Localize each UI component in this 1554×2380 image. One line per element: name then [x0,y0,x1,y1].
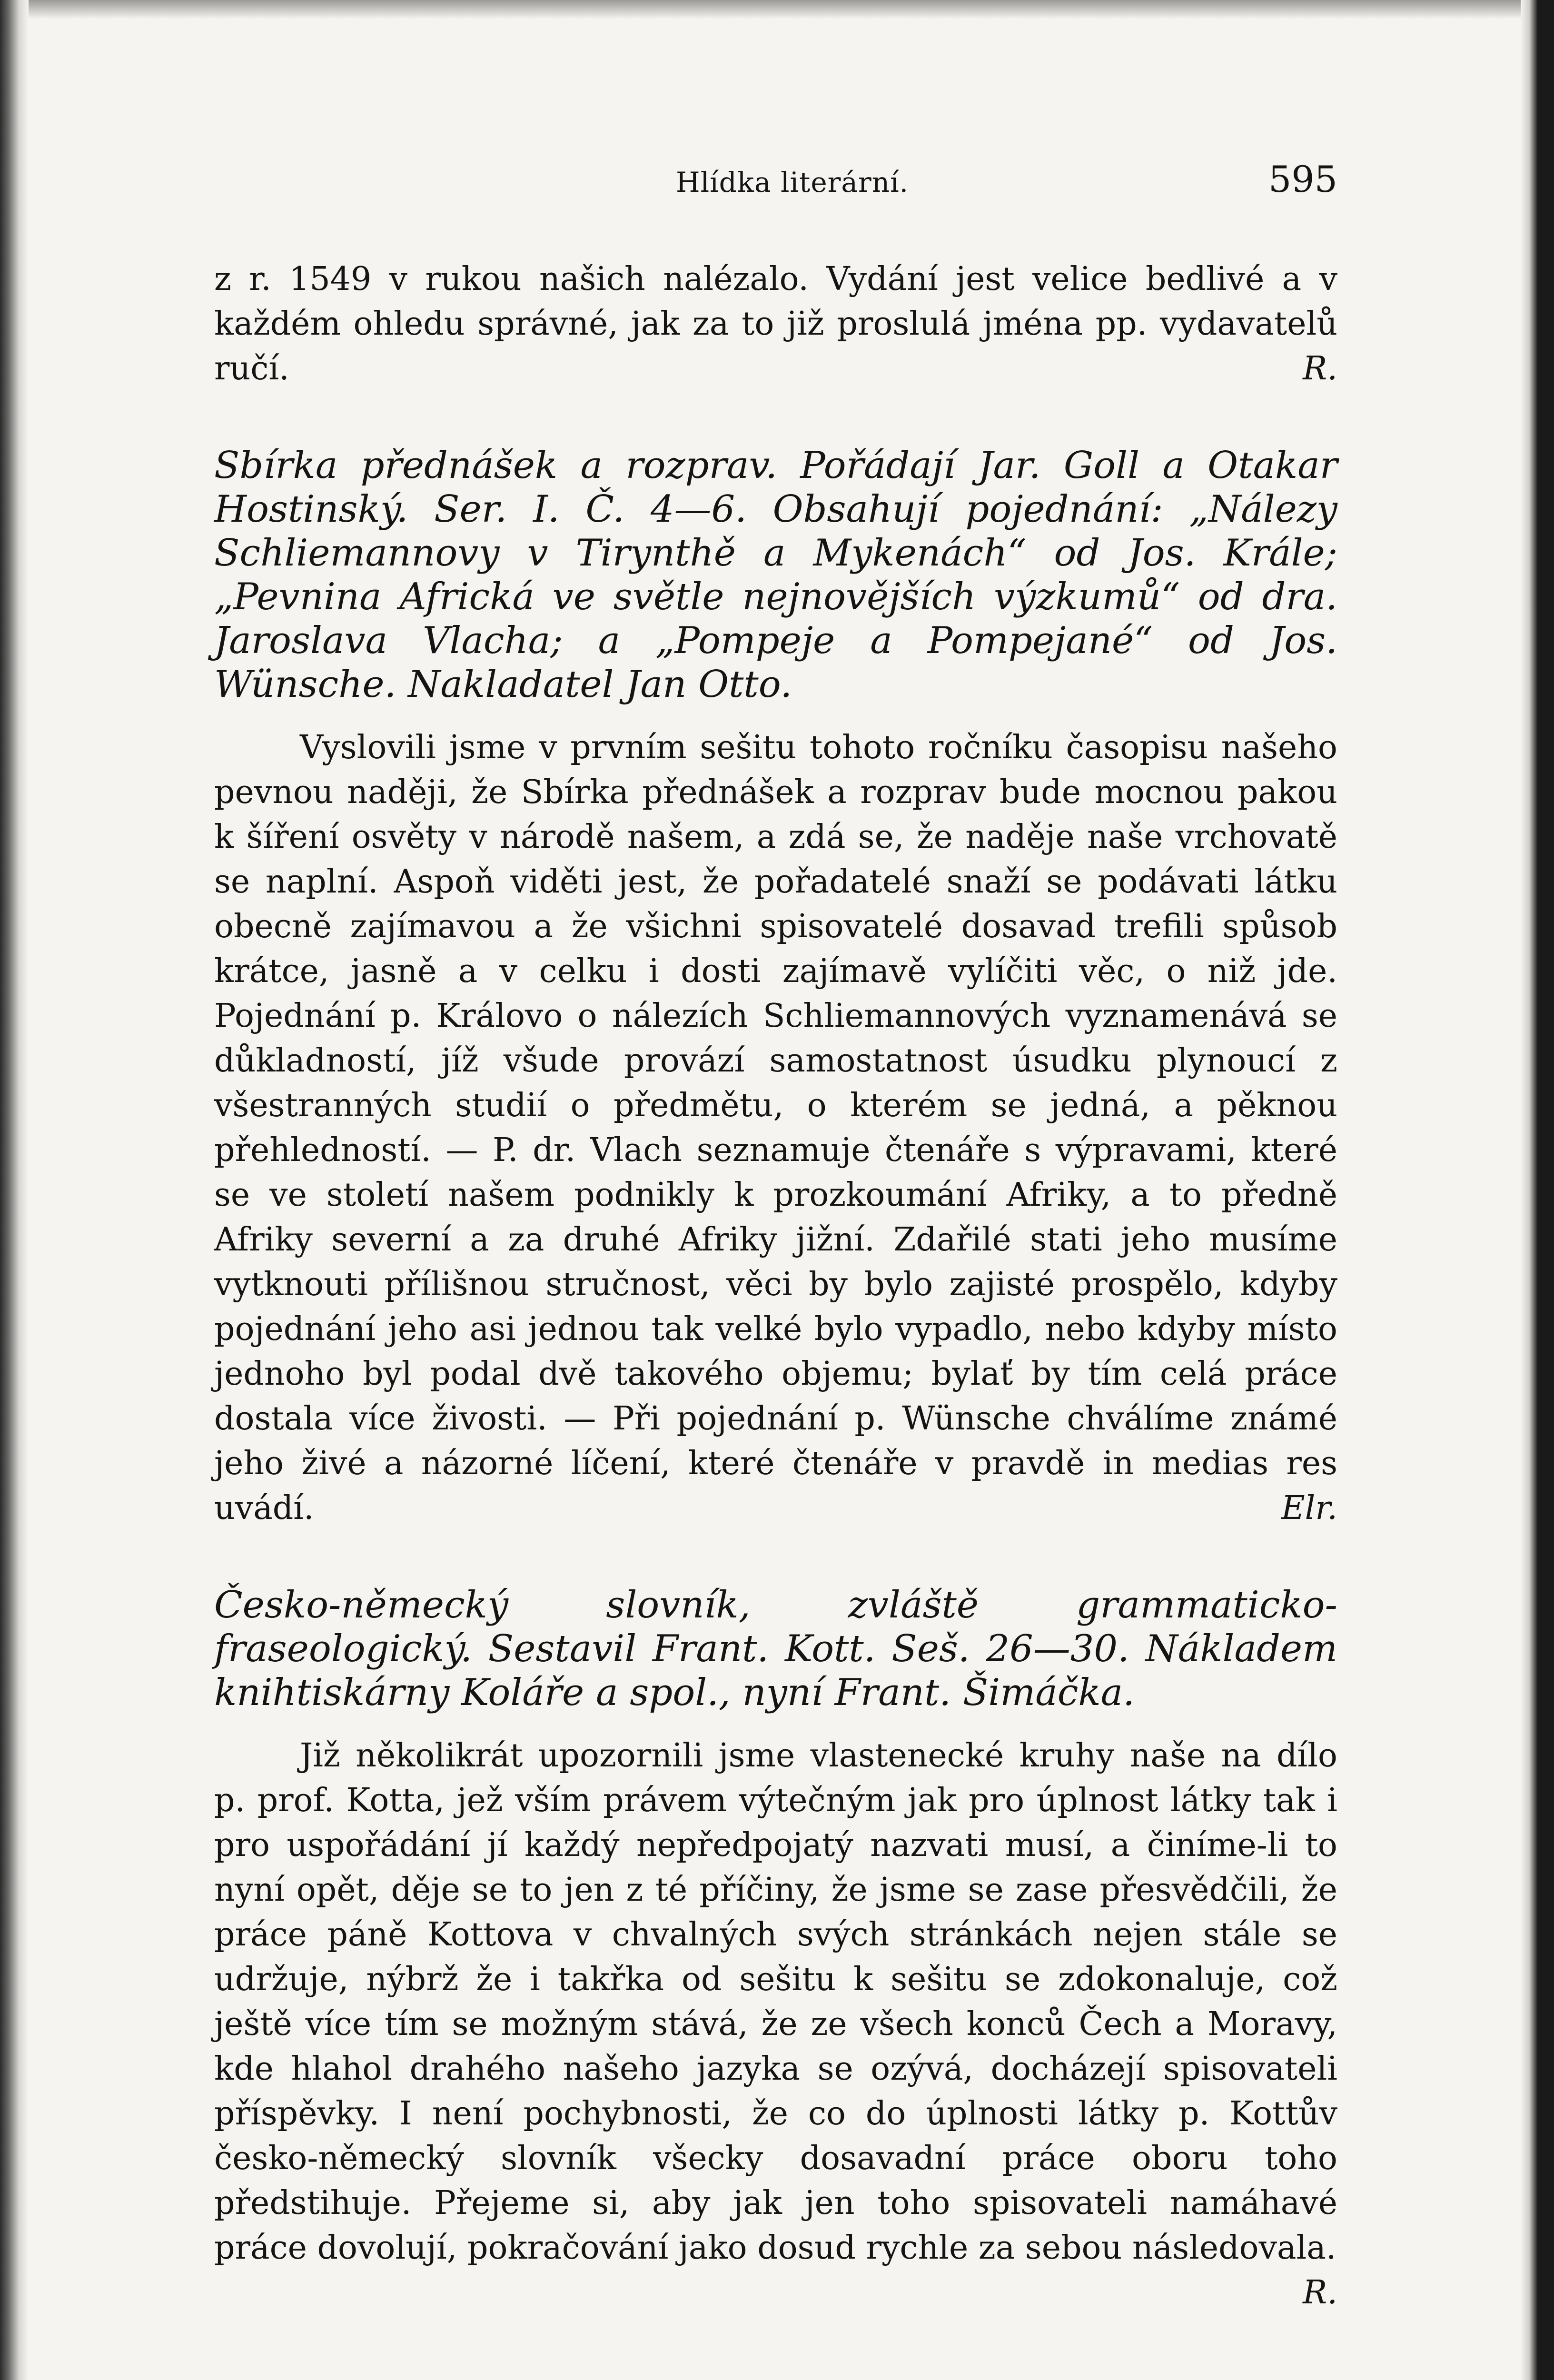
scan-edge-right [1521,0,1554,2380]
running-head: Hlídka literární. [676,166,909,198]
review-2-title: Česko-německý slovník, zvláště grammaticko-fraseologický. Sestavil Frant. Kott. Seš. 26—30. Nákladem knihtiskárny Koláře a spol., nyní Frant. Šimáčka. [214,1584,1337,1714]
page-number: 595 [1268,158,1337,200]
review-1-title: Sbírka přednášek a rozprav. Pořádají Jar. Goll a Otakar Hostinský. Ser. I. Č. 4—6. Obsahují pojednání: „Nálezy Schliemannovy v Tirynthě a Mykenách“ od Jos. Krále; „Pevnina Africká ve světle nejnovějších výzkumů“ od dra. Jaroslava Vlacha; a „Pompeje a Pompejané“ od Jos. Wünsche. Nakladatel Jan Otto. [214,444,1337,706]
page-header [214,157,1337,205]
continuation-paragraph [214,257,1337,391]
review-2-body: Již několikrát upozornili jsme vlastenecké kruhy naše na dílo p. prof. Kotta, jež vším právem výtečným jak pro úplnost látky tak i pro uspořádání jí každý nepředpojatý nazvati musí, a činíme-li to nyní opět, děje se to jen z té příčiny, že jsme se zase přesvědčili, že práce páně Kottova v chvalných svých stránkách nejen stále se udržuje, nýbrž že i takřka od sešitu k sešitu se zdokonaluje, což ještě více tím se možným stává, že ze všech konců Čech a Moravy, kde hlahol drahého našeho jazyka se ozývá, docházejí spisovateli příspěvky. I není pochybnosti, že co do úplnosti látky p. Kottův česko-německý slovník všecky dosavadní práce oboru toho předstihuje. Přejeme si, aby jak jen toho spisovateli namáhavé práce dovolují, pokračování jako dosud rychle za sebou následovala. R. [214,1734,1337,2271]
continuation-signature: R. [1303,350,1337,387]
review-2-signature: R. [1303,2274,1337,2311]
review-entry-1 [214,444,1337,1531]
review-1-body: Vyslovili jsme v prvním sešitu tohoto ročníku časopisu našeho pevnou naději, že Sbírka přednášek a rozprav bude mocnou pakou k šíření osvěty v národě našem, a zdá se, že naděje naše vrchovatě se naplní. Aspoň viděti jest, že pořadatelé snaží se podávati látku obecně zajímavou a že všichni spisovatelé dosavad trefili spůsob krátce, jasně a v celku i dosti zajímavě vylíčiti věc, o niž jde. Pojednání p. Královo o nálezích Schliemannových vyznamenává se důkladností, jíž všude provází samostatnost úsudku plynoucí z všestranných studií o předmětu, o kterém se jedná, a pěknou přehledností. — P. dr. Vlach seznamuje čtenáře s výpravami, které se ve století našem podnikly k prozkoumání Afriky, a to předně Afriky severní a za druhé Afriky jižní. Zdařilé stati jeho musíme vytknouti přílišnou stručnost, věci by bylo zajisté prospělo, kdyby pojednání jeho asi jednou tak velké bylo vypadlo, nebo kdyby místo jednoho byl podal dvě takového objemu; bylať by tím celá práce dostala více živosti. — Při pojednání p. Wünsche chválíme známé jeho živé a názorné líčení, které čtenáře v pravdě in medias res uvádí. Elr. [214,725,1337,1531]
continuation-text: z r. 1549 v rukou našich nalézalo. Vydání jest velice bedlivé a v každém ohledu správné, jak za to již proslulá jména pp. vydavatelů ručí. R. [214,257,1337,391]
review-entry-2 [214,1583,1337,2315]
page-content [214,157,1337,2315]
scan-edge-top [0,0,1554,19]
review-1-signature: Elr. [1281,1489,1337,1527]
scan-edge-left [0,0,29,2380]
